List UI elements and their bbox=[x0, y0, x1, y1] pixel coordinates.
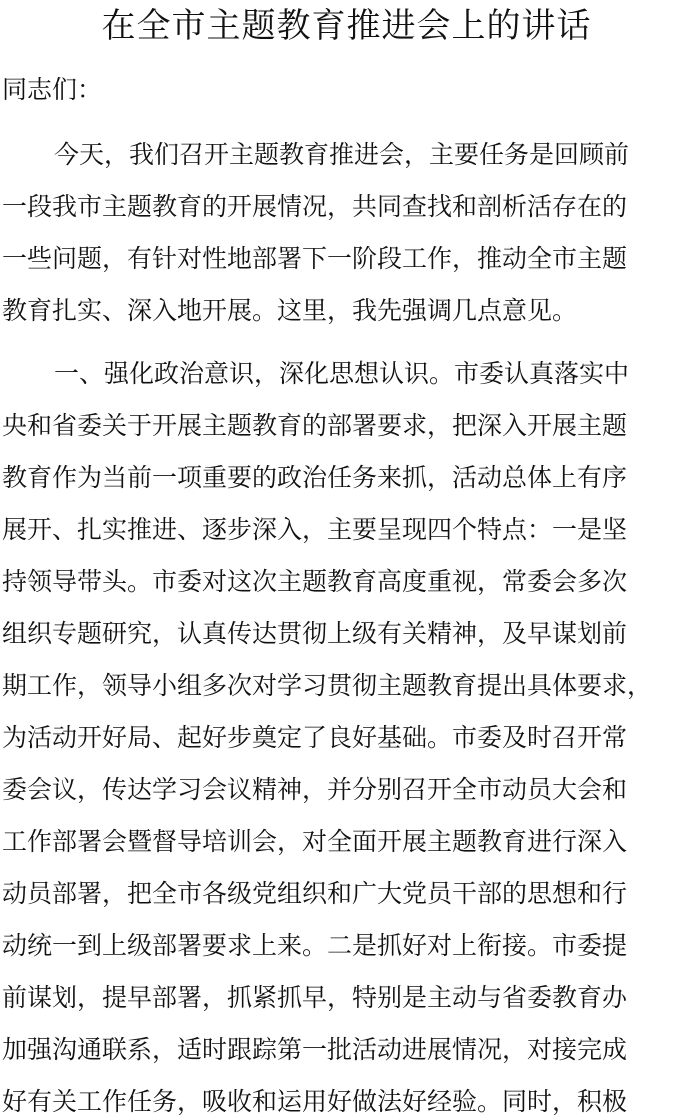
paragraph-2-line-12: 动统一到上级部署要求上来。二是抓好对上衔接。市委提 bbox=[2, 931, 628, 960]
paragraph-2-line-2: 央和省委关于开展主题教育的部署要求，把深入开展主题 bbox=[2, 411, 628, 440]
paragraph-2-line-13: 前谋划，提早部署，抓紧抓早，特别是主动与省委教育办 bbox=[2, 983, 628, 1012]
paragraph-2-line-7: 期工作，领导小组多次对学习贯彻主题教育提出具体要求， bbox=[2, 671, 653, 700]
salutation: 同志们： bbox=[2, 75, 103, 104]
paragraph-1-line-4: 教育扎实、深入地开展。这里，我先强调几点意见。 bbox=[2, 296, 578, 325]
paragraph-1-line-3: 一些问题，有针对性地部署下一阶段工作，推动全市主题 bbox=[2, 244, 628, 273]
document-title: 在全市主题教育推进会上的讲话 bbox=[101, 6, 592, 46]
paragraph-2-line-9: 委会议，传达学习会议精神，并分别召开全市动员大会和 bbox=[2, 775, 628, 804]
paragraph-1-line-2: 一段我市主题教育的开展情况，共同查找和剖析活存在的 bbox=[2, 192, 628, 221]
paragraph-2-line-4: 展开、扎实推进、逐步深入，主要呈现四个特点：一是坚 bbox=[2, 515, 628, 544]
paragraph-2-line-5: 持领导带头。市委对这次主题教育高度重视，常委会多次 bbox=[2, 567, 628, 596]
paragraph-2-line-14: 加强沟通联系，适时跟踪第一批活动进展情况，对接完成 bbox=[2, 1035, 628, 1064]
paragraph-2-line-3: 教育作为当前一项重要的政治任务来抓，活动总体上有序 bbox=[2, 463, 628, 492]
paragraph-2-line-15: 好有关工作任务，吸收和运用好做法好经验。同时，积极 bbox=[2, 1087, 628, 1116]
paragraph-2-line-1: 一、强化政治意识，深化思想认识。市委认真落实中 bbox=[54, 359, 630, 388]
paragraph-2-line-6: 组织专题研究，认真传达贯彻上级有关精神，及早谋划前 bbox=[2, 619, 628, 648]
paragraph-2-line-11: 动员部署，把全市各级党组织和广大党员干部的思想和行 bbox=[2, 879, 628, 908]
paragraph-2-line-8: 为活动开好局、起好步奠定了良好基础。市委及时召开常 bbox=[2, 723, 628, 752]
paragraph-1-line-1: 今天，我们召开主题教育推进会，主要任务是回顾前 bbox=[54, 140, 630, 169]
paragraph-2-line-10: 工作部署会暨督导培训会，对全面开展主题教育进行深入 bbox=[2, 827, 628, 856]
